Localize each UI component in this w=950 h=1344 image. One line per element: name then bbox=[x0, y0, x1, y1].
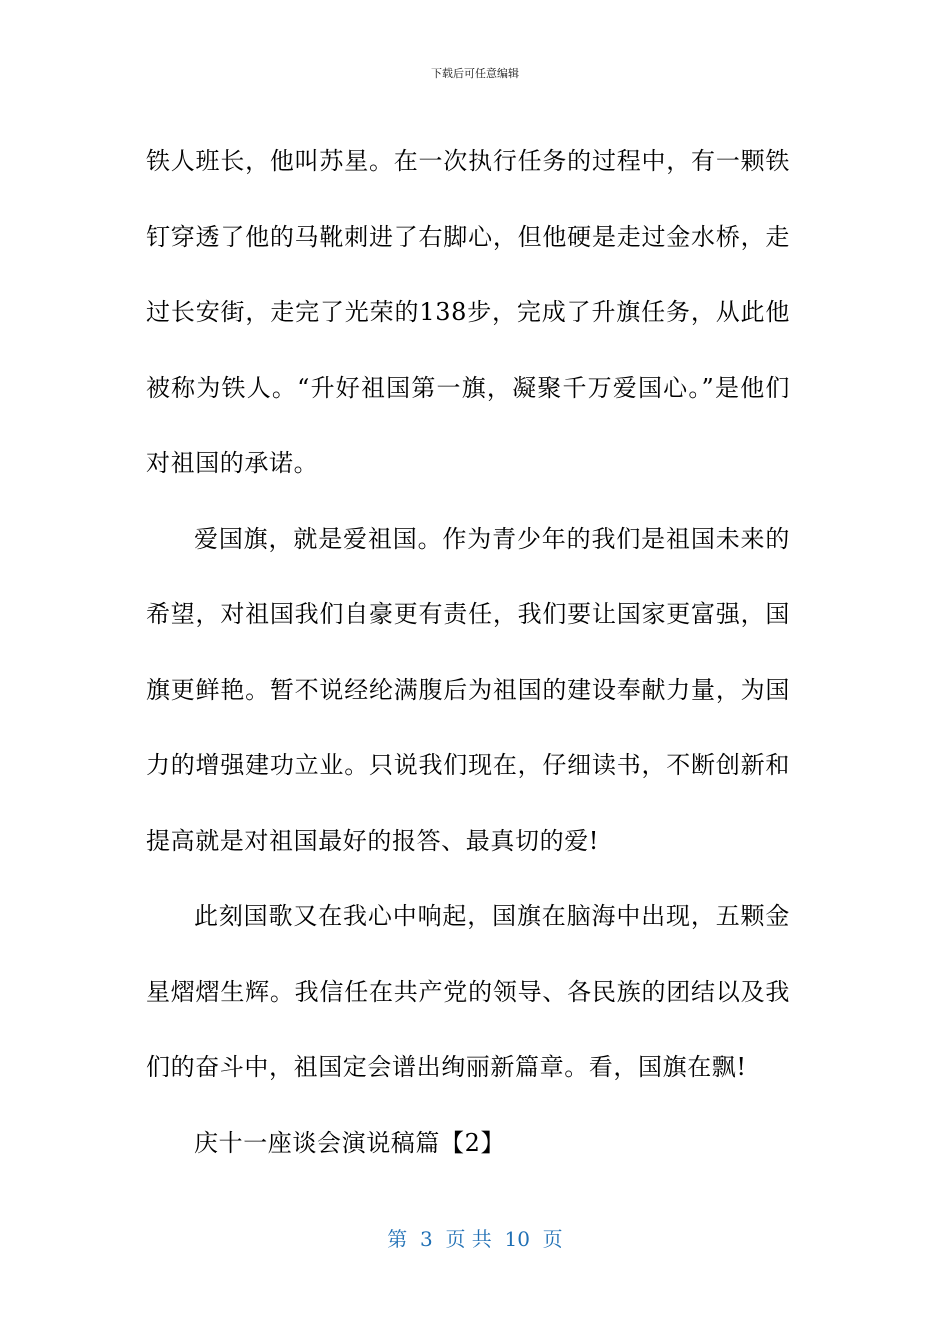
paragraph-anthem: 此刻国歌又在我心中响起，国旗在脑海中出现，五颗金星熠熠生辉。我信任在共产党的领导、各民族的团结以及我们的奋斗中，祖国定会谱出绚丽新篇章。看，国旗在飘! bbox=[146, 902, 790, 1081]
paragraph-love-flag: 爱国旗，就是爱祖国。作为青少年的我们是祖国未来的希望，对祖国我们自豪更有责任，我们要让国家更富强，国旗更鲜艳。暂不说经纶满腹后为祖国的建设奉献力量，为国力的增强建功立业。只说我们现在，仔细读书，不断创新和提高就是对祖国最好的报答、最真切的爱! bbox=[146, 524, 790, 855]
page-header-note: 下载后可任意编辑 bbox=[431, 67, 519, 80]
paragraph-continued: 铁人班长，他叫苏星。在一次执行任务的过程中，有一颗铁钉穿透了他的马靴刺进了右脚心，但他硬是走过金水桥，走过长安街，走完了光荣的138步，完成了升旗任务，从此他被称为铁人。“升好祖国第一旗，凝聚千万爱国心。”是他们对祖国的承诺。 bbox=[146, 147, 790, 477]
page-number-footer: 第 3 页 共 10 页 bbox=[387, 1227, 563, 1251]
document-body bbox=[146, 124, 790, 1181]
section-heading: 庆十一座谈会演说稿篇【2】 bbox=[194, 1128, 506, 1157]
